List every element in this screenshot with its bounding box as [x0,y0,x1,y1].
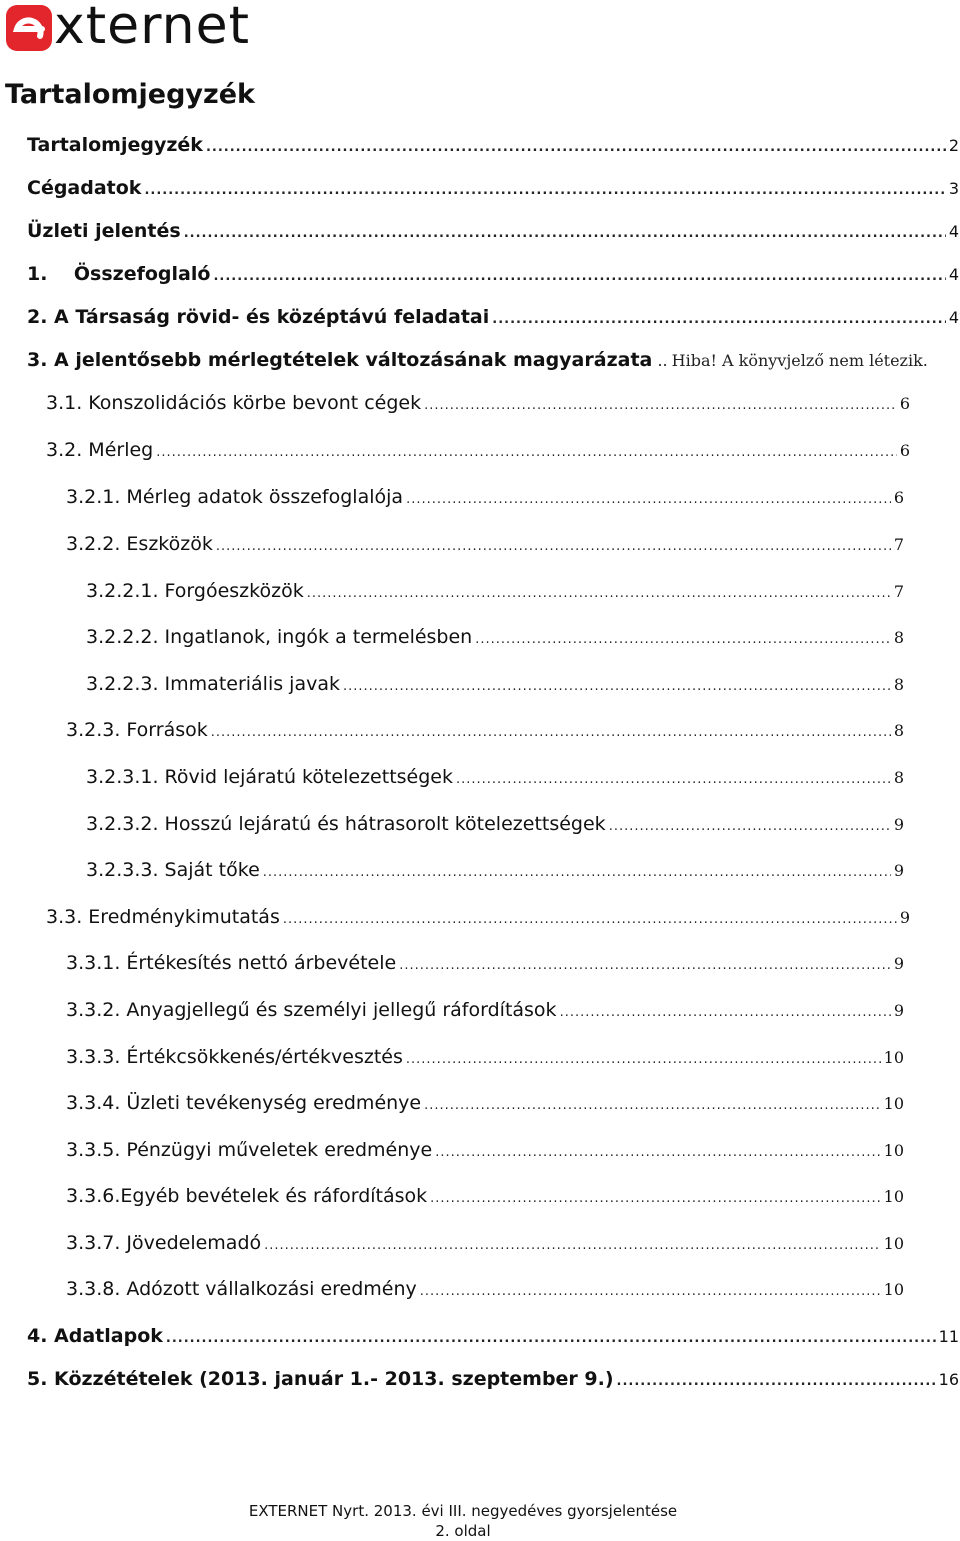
toc-entry-egyeb-bevetelek[interactable] [66,1176,904,1216]
toc-entry-konszolidacios[interactable] [46,383,910,423]
toc-entry-forrasok[interactable] [66,710,904,750]
externet-logo [6,2,250,54]
toc-entry-page: 10 [883,1280,904,1299]
toc-entry-label: 3.3.1. Értékesítés nettó árbevétele [66,952,397,974]
toc-entry-label: 3.2.2.3. Immateriális javak [86,673,340,695]
toc-entry-osszefoglalo[interactable] [27,254,959,294]
toc-entry-label: 3.2. Mérleg [46,439,154,461]
toc-entry-page: 10 [883,1094,904,1113]
bookmark-error-text: Hiba! A könyvjelző nem létezik. [671,351,928,370]
toc-entry-label: 3. A jelentősebb mérlegtételek változásának magyarázata [27,349,653,371]
toc-entry-label: 4. Adatlapok [27,1325,163,1347]
toc-entry-label: Cégadatok [27,177,142,199]
toc-entry-page: 9 [893,954,904,973]
toc-entry-page: 10 [883,1234,904,1253]
toc-entry-label: 3.2.2. Eszközök [66,533,213,555]
toc-entry-eredmenykimutatas[interactable] [46,897,910,937]
toc-entry-page: 4 [948,265,959,284]
toc-entry-page: 8 [893,721,904,740]
toc-entry-label: 3.3.2. Anyagjellegű és személyi jellegű ráfordítások [66,999,557,1021]
toc-entry-page: 6 [899,441,910,460]
toc-entry-page: 6 [899,394,910,413]
bookmark-error: .. Hiba! A könyvjelző nem létezik. [657,351,928,370]
toc-entry-merlegtetelek[interactable] [27,340,959,380]
toc-entry-page: 6 [893,488,904,507]
toc-entry-label: 3.2.3.3. Saját tőke [86,859,260,881]
toc-entry-merleg-adatok[interactable] [66,477,904,517]
toc-entry-page: 11 [938,1327,959,1346]
toc-entry-arbevetel[interactable] [66,943,904,983]
toc-entry-label: 3.2.2.2. Ingatlanok, ingók a termelésben [86,626,473,648]
toc-entry-cegadatok[interactable] [27,168,959,208]
toc-entry-adozott-eredmeny[interactable] [66,1269,904,1309]
toc-entry-penzugyi-muveletek[interactable] [66,1130,904,1170]
toc-entry-page: 4 [948,222,959,241]
toc-entry-label: 3.2.1. Mérleg adatok összefoglalója [66,486,404,508]
logo-wordmark: xternet [54,0,250,56]
toc-entry-page: 8 [893,675,904,694]
toc-entry-label: 3.3. Eredménykimutatás [46,906,280,928]
toc-entry-label: 3.2.3.1. Rövid lejáratú kötelezettségek [86,766,453,788]
toc-entry-eszkozok[interactable] [66,524,904,564]
toc-entry-kozzetetelek[interactable] [27,1359,959,1399]
toc-entry-page: 4 [948,308,959,327]
toc-entry-anyagjellegu[interactable] [66,990,904,1030]
toc-entry-adatlapok[interactable] [27,1316,959,1356]
footer-page-number: 2. oldal [435,1522,491,1540]
toc-entry-uzleti-jelentes[interactable] [27,211,959,251]
toc-entry-label: 1. Összefoglaló [27,263,211,285]
toc-entry-rovid-lejaratu[interactable] [86,757,904,797]
toc-entry-label: 3.3.8. Adózott vállalkozási eredmény [66,1278,417,1300]
toc-entry-merleg[interactable] [46,430,910,470]
toc-entry-label: Üzleti jelentés [27,220,181,242]
toc-entry-ingatlanok[interactable] [86,617,904,657]
toc-entry-label: 3.3.5. Pénzügyi műveletek eredménye [66,1139,433,1161]
toc-entry-page: 8 [893,628,904,647]
toc-entry-label: 3.2.3.2. Hosszú lejáratú és hátrasorolt kötelezettségek [86,813,606,835]
toc-entry-page: 8 [893,768,904,787]
toc-entry-sajat-toke[interactable] [86,850,904,890]
logo-e-badge [6,5,52,51]
toc-entry-immaterialis[interactable] [86,664,904,704]
toc-entry-hosszu-lejaratu[interactable] [86,804,904,844]
toc-entry-label: 3.3.3. Értékcsökkenés/értékvesztés [66,1046,403,1068]
toc-entry-page: 9 [899,908,910,927]
toc-entry-tartalomjegyzek[interactable] [27,125,959,165]
toc-entry-label: 2. A Társaság rövid- és középtávú feladatai [27,306,490,328]
toc-entry-label: Tartalomjegyzék [27,134,203,156]
toc-entry-jovedelemado[interactable] [66,1223,904,1263]
page-title: Tartalomjegyzék [5,79,256,110]
logo-e-glyph [6,5,52,51]
toc-entry-page: 7 [893,582,904,601]
toc-entry-uzleti-tevekenyseg[interactable] [66,1083,904,1123]
toc-entry-page: 9 [893,815,904,834]
toc-entry-page: 7 [893,535,904,554]
toc-entry-label: 3.2.3. Források [66,719,208,741]
toc-entry-page: 10 [883,1187,904,1206]
toc-entry-label: 3.3.6.Egyéb bevételek és ráfordítások [66,1185,428,1207]
toc-entry-page: 3 [948,179,959,198]
toc-entry-label: 3.2.2.1. Forgóeszközök [86,580,304,602]
toc-entry-label: 5. Közzétételek (2013. január 1.- 2013. szeptember 9.) [27,1368,614,1390]
toc-entry-page: 16 [938,1370,959,1389]
toc-entry-label: 3.1. Konszolidációs körbe bevont cégek [46,392,422,414]
toc-entry-label: 3.3.7. Jövedelemadó [66,1232,262,1254]
toc-entry-forgoeszkozok[interactable] [86,571,904,611]
toc-entry-page: 10 [883,1141,904,1160]
toc-entry-label: 3.3.4. Üzleti tevékenység eredménye [66,1092,422,1114]
footer-document-title: EXTERNET Nyrt. 2013. évi III. negyedéves gyorsjelentése [248,1502,678,1520]
toc-entry-ertekcsokkenes[interactable] [66,1037,904,1077]
toc-entry-feladatai[interactable] [27,297,959,337]
toc-entry-page: 10 [883,1048,904,1067]
toc-entry-page: 9 [893,861,904,880]
toc-entry-page: 9 [893,1001,904,1020]
toc-entry-page: 2 [948,136,959,155]
